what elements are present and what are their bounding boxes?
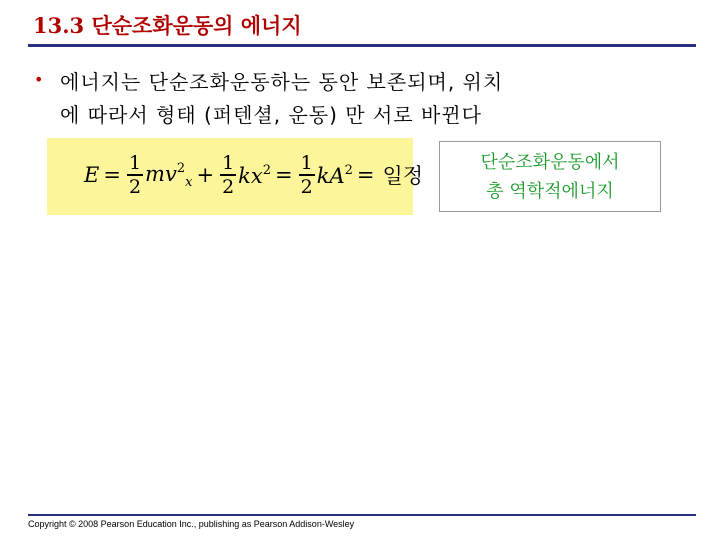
formula-equals-1: = [103, 163, 121, 187]
energy-note-box [439, 141, 661, 212]
formula-potential-term [238, 163, 271, 188]
kinetic-term-base: mv [145, 161, 177, 186]
footer-divider [28, 514, 696, 516]
amplitude-term-base: kA [316, 163, 345, 188]
fraction-numerator: 1 [128, 152, 142, 175]
bullet-text [60, 66, 680, 132]
bullet-line-2: 에 따라서 형태 (퍼텐셜, 운동) 만 서로 바뀐다 [60, 103, 482, 127]
kinetic-term-exponent: 2 [176, 160, 186, 176]
fraction-numerator: 1 [222, 152, 235, 175]
formula-plus: + [196, 163, 215, 187]
formula-amplitude-term [317, 163, 353, 188]
copyright-footer: Copyright © 2008 Pearson Education Inc., publishing as Pearson Addison-Wesley [28, 519, 355, 529]
fraction-numerator: 1 [300, 152, 313, 175]
bullet-marker: • [34, 70, 44, 89]
slide-title: 13.3 단순조화운동의 에너지 [33, 13, 302, 38]
formula-constant: 일정 [382, 164, 424, 188]
formula-lhs: E [84, 163, 100, 187]
formula-equals-3: = [356, 163, 375, 187]
note-line-1: 단순조화운동에서 [480, 151, 620, 173]
formula-fraction-3 [299, 152, 315, 198]
bullet-line-1: 에너지는 단순조화운동하는 동안 보존되며, 위치 [60, 70, 504, 94]
energy-formula [84, 147, 423, 203]
formula-equals-2: = [275, 163, 293, 187]
potential-term-base: kx [238, 163, 263, 188]
formula-fraction-1 [127, 152, 143, 198]
fraction-denominator: 2 [222, 175, 235, 198]
potential-term-exponent: 2 [262, 162, 272, 178]
formula-kinetic-term [145, 161, 192, 190]
fraction-denominator: 2 [128, 175, 142, 198]
note-line-2: 총 역학적에너지 [486, 180, 614, 202]
kinetic-term-subscript: x [185, 174, 193, 190]
formula-fraction-2 [220, 152, 236, 198]
amplitude-term-exponent: 2 [344, 162, 353, 178]
fraction-denominator: 2 [300, 175, 313, 198]
title-divider [28, 44, 696, 47]
